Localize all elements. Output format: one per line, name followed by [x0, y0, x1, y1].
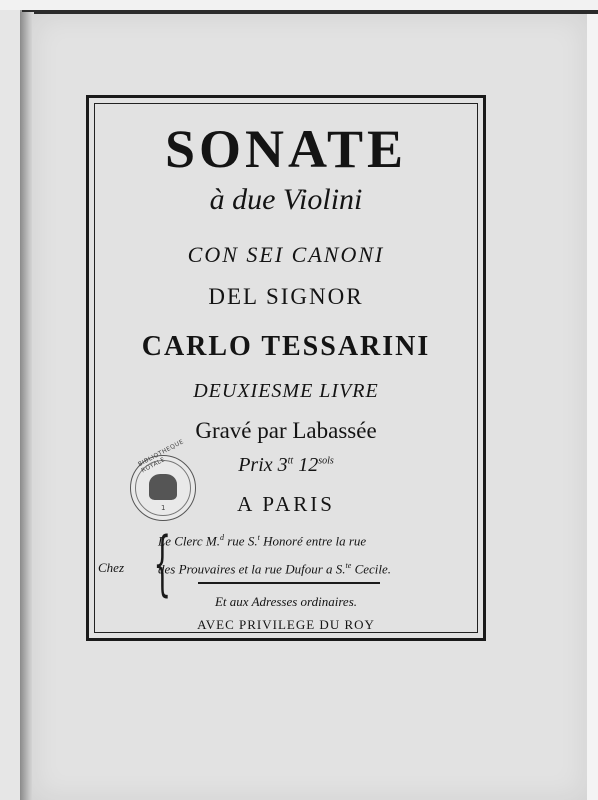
publisher-address-text: des Prouvaires et la rue Dufour a S. — [158, 561, 346, 577]
publisher-address-end: Cecile. — [351, 561, 392, 577]
book-number: DEUXIESME LIVRE — [193, 380, 379, 402]
library-stamp — [130, 438, 196, 521]
publisher-address-line1 — [158, 533, 366, 549]
publisher-brace: { — [153, 522, 172, 604]
publication-city: A PARIS — [237, 492, 335, 516]
library-stamp-text: BIBLIOTHEQUE ROYALE — [137, 438, 186, 475]
price-prefix: Prix 3 — [238, 454, 288, 476]
publisher-address-line2 — [158, 561, 391, 577]
chez-label: Chez — [98, 560, 124, 575]
royal-privilege: AVEC PRIVILEGE DU ROY — [197, 617, 375, 632]
publisher-street-end: Honoré entre la rue — [259, 533, 367, 549]
library-stamp-number: 1 — [161, 504, 166, 512]
composer-name: CARLO TESSARINI — [141, 331, 431, 362]
other-addresses: Et aux Adresses ordinaires. — [214, 594, 358, 609]
crown-emblem-icon — [149, 474, 177, 500]
left-page-edge — [0, 10, 22, 800]
price-middle: 12 — [293, 454, 319, 476]
scan-top-edge — [0, 0, 598, 10]
ornamental-rule — [198, 582, 380, 584]
right-page-edge — [587, 14, 598, 800]
subtitle-del-signor: DEL SIGNOR — [208, 284, 364, 309]
publisher-street-sup: t — [257, 533, 260, 542]
price-unit-sols: sols — [318, 455, 334, 467]
subtitle-canons: CON SEI CANONI — [187, 242, 385, 267]
publisher-sup: d — [219, 533, 224, 542]
publisher-street: rue S. — [223, 533, 258, 549]
price-unit-livres: tt — [287, 455, 294, 467]
subtitle-instrumentation: à due Violini — [209, 183, 363, 216]
engraver-credit: Gravé par Labassée — [195, 418, 377, 443]
publisher-name: Le Clerc M. — [158, 533, 220, 549]
title: SONATE — [164, 119, 408, 179]
publisher-address-sup: te — [345, 561, 352, 570]
